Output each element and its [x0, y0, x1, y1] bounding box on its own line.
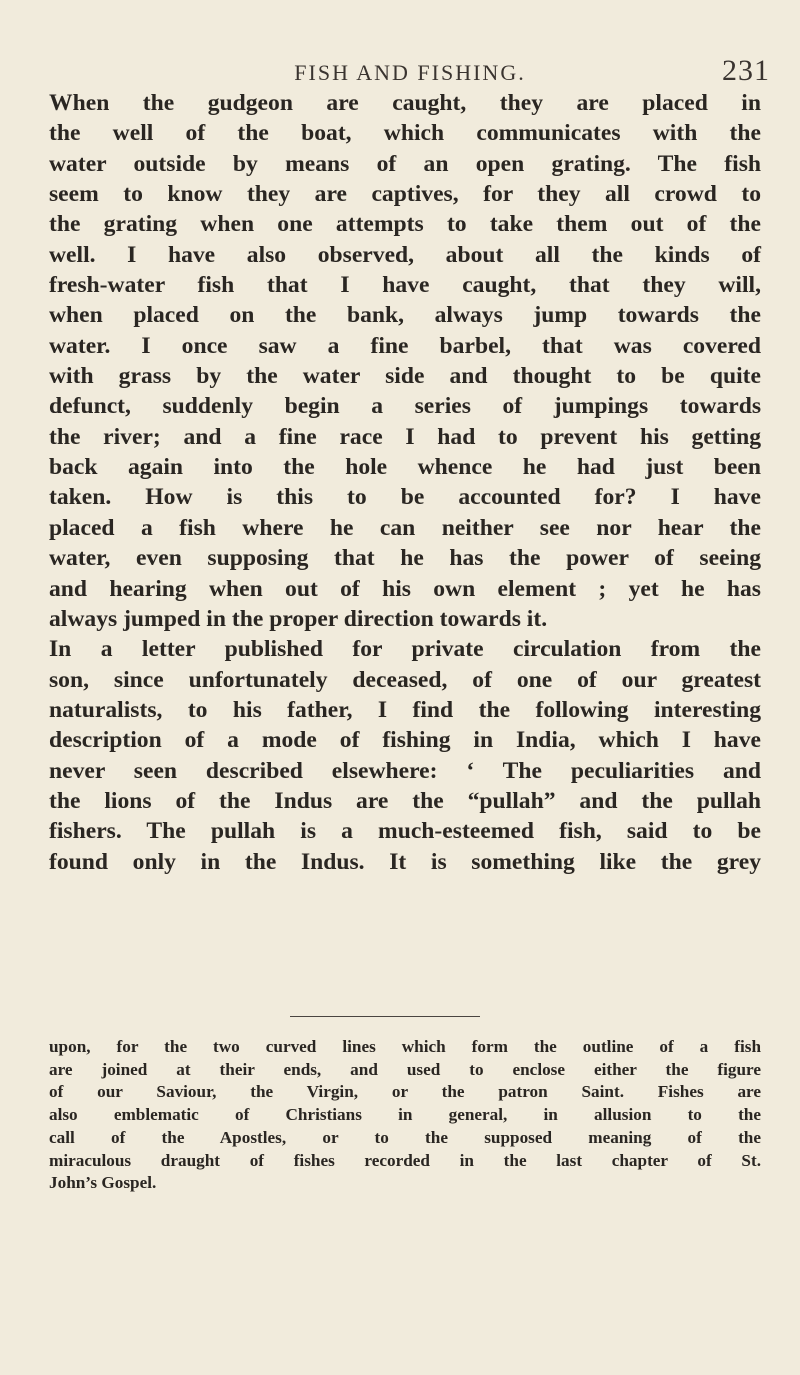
body-line: In a letter published for private circulation from the [49, 636, 761, 663]
body-line: defunct, suddenly begin a series of jumpings towards [49, 393, 761, 420]
footnote-line: John’s Gospel. [49, 1173, 157, 1193]
body-line: the grating when one attempts to take them out of the [49, 211, 761, 238]
body-line: the lions of the Indus are the “pullah” and the pullah [49, 787, 761, 814]
body-line: When the gudgeon are caught, they are placed in [49, 90, 761, 116]
running-title: FISH AND FISHING. [294, 60, 526, 85]
footnote-line: upon, for the two curved lines which form the outline of a fish [49, 1037, 761, 1056]
footnote-rule [290, 1016, 480, 1017]
body-line: placed a fish where he can neither see nor hear the [49, 514, 761, 541]
body-line: back again into the hole whence he had just been [49, 454, 761, 481]
body-line: well. I have also observed, about all the kinds of [49, 241, 761, 268]
body-line: the river; and a fine race I had to prevent his getting [49, 423, 761, 450]
body-line: water outside by means of an open grating. The fish [49, 150, 761, 177]
footnote [49, 1036, 761, 1195]
body-line: when placed on the bank, always jump towards the [49, 302, 761, 329]
body-line: seem to know they are captives, for they all crowd to [49, 181, 761, 208]
body-line: the well of the boat, which communicates with the [49, 120, 761, 147]
body-line: with grass by the water side and thought to be quite [49, 363, 761, 390]
body-line: fishers. The pullah is a much-esteemed fish, said to be [49, 818, 761, 845]
footnote-line: miraculous draught of fishes recorded in the last chapter of St. [49, 1150, 761, 1170]
body-line: son, since unfortunately deceased, of one of our greatest [49, 666, 761, 693]
body-line: and hearing when out of his own element ; yet he has [49, 575, 761, 602]
body-line: taken. How is this to be accounted for? I have [49, 484, 761, 511]
body-line: never seen described elsewhere: ‘ The peculiarities and [49, 757, 761, 784]
footnote-line: are joined at their ends, and used to enclose either the figure [49, 1059, 761, 1079]
body-line: water. I once saw a fine barbel, that was covered [49, 332, 761, 359]
footnote-line: call of the Apostles, or to the supposed meaning of the [49, 1127, 761, 1147]
footnote-line: also emblematic of Christians in general, in allusion to the [49, 1105, 761, 1125]
body-line: naturalists, to his father, I find the following interesting [49, 696, 761, 723]
body-text [49, 88, 761, 877]
body-line: always jumped in the proper direction towards it. [49, 605, 548, 632]
body-line: water, even supposing that he has the power of seeing [49, 545, 761, 572]
body-line: description of a mode of fishing in India, which I have [49, 727, 761, 754]
body-line: found only in the Indus. It is something like the grey [49, 848, 761, 875]
footnote-line: of our Saviour, the Virgin, or the patron Saint. Fishes are [49, 1082, 761, 1102]
body-line: fresh-water fish that I have caught, that they will, [49, 272, 761, 299]
page-number: 231 [722, 54, 770, 87]
